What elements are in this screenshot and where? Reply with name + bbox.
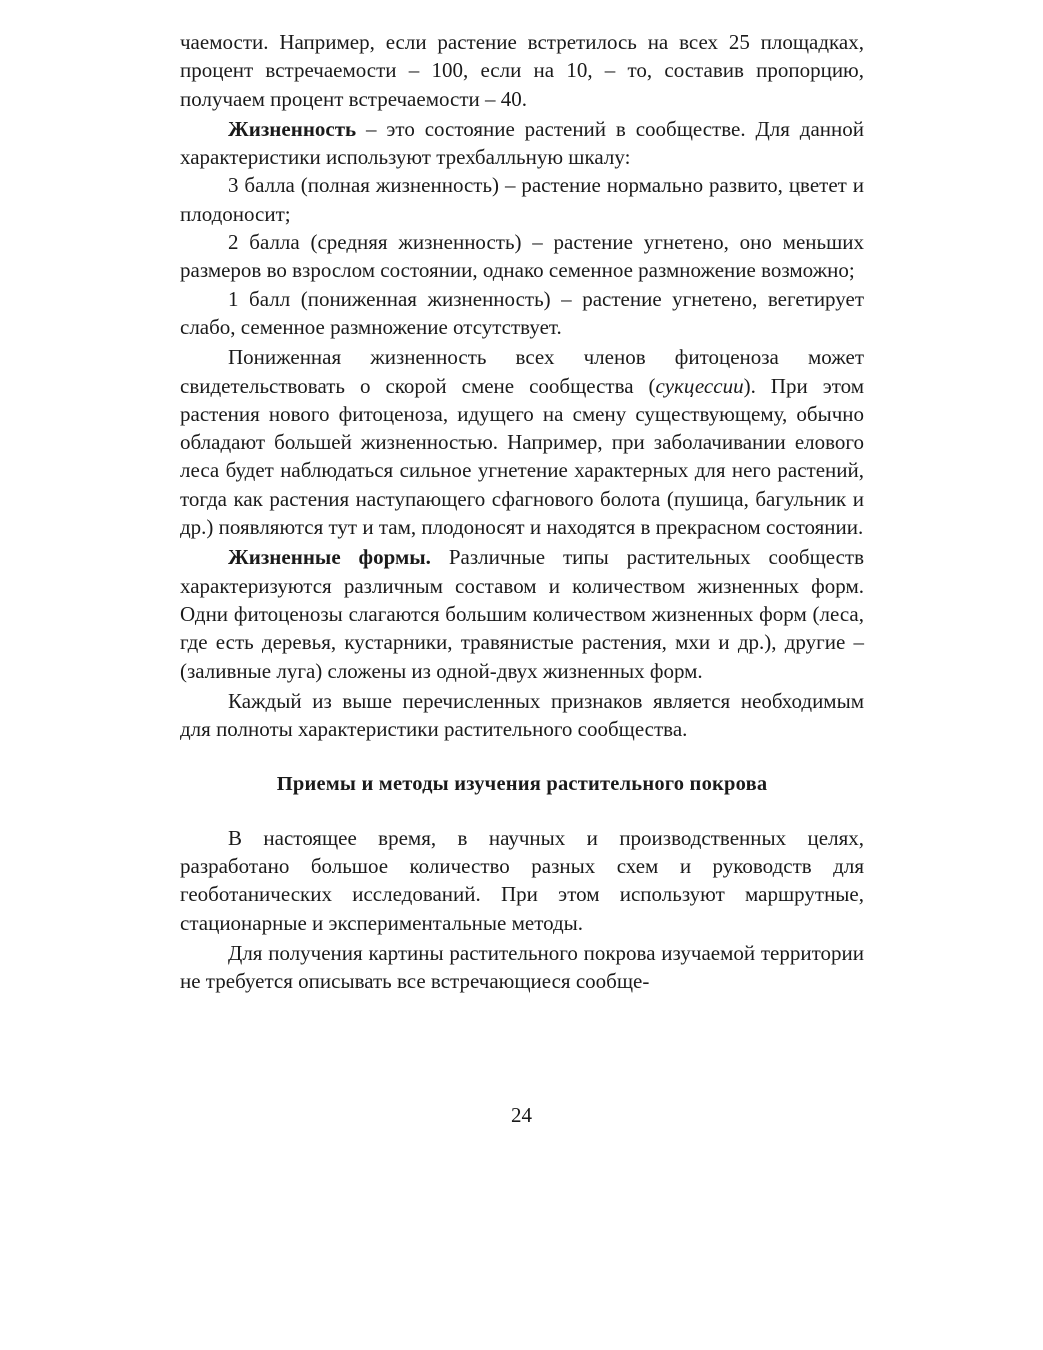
paragraph-methods: В настоящее время, в научных и производственных целях, разработано большое количество разных схем и руководств для геоботанических исследований. При этом используют маршрутные, стационарные и экспериментальные методы. (180, 825, 864, 935)
paragraph-succession (180, 343, 864, 541)
section-heading: Приемы и методы изучения растительного покрова (276, 773, 768, 796)
term-succession: сукцессии (655, 373, 744, 398)
page-number: 24 (511, 1103, 532, 1127)
paragraph-vitality (180, 115, 864, 172)
succession-text-b: ). При этом растения нового фитоценоза, идущего на смену существующему, обычно обладают большей жизненностью. Например, при заболачивании елового леса будет наблюдаться сильное угнетение характерных для него растений, тогда как растения наступающего сфагнового болота (пушица, багульник и др.) появляются тут и там, плодоносят и находятся в прекрасном состоянии. (180, 373, 864, 540)
scale-item-2: 2 балла (средняя жизненность) – растение угнетено, оно меньших размеров во взрослом состоянии, однако семенное размножение возможно; (180, 230, 864, 283)
term-life-forms: Жизненные формы. (228, 545, 431, 570)
page-body (180, 28, 864, 996)
succession-text-a: Пониженная жизненность всех членов фитоценоза может свидетельствовать о скорой смене сообщества ( (180, 345, 864, 398)
scale-item-3: 3 балла (полная жизненность) – растение нормально развито, цветет и плодоносит; (180, 173, 864, 226)
scale-item-1: 1 балл (пониженная жизненность) – растение угнетено, вегетирует слабо, семенное размножение отсутствует. (180, 286, 864, 339)
paragraph-territory: Для получения картины растительного покрова изучаемой территории не требуется описывать все встречающиеся сообще- (180, 940, 864, 994)
paragraph-frequency-continued: чаемости. Например, если растение встретилось на всех 25 площадках, процент встречаемости – 100, если на 10, – то, составив пропорцию, получаем процент встречаемости – 40. (180, 30, 864, 111)
paragraph-summary: Каждый из выше перечисленных признаков является необходимым для полноты характеристики растительного сообщества. (180, 688, 864, 742)
vitality-definition: – это состояние растений в сообществе. Для данной характеристики используют трехбалльную шкалу: (180, 116, 864, 170)
life-forms-text: Различные типы растительных сообществ характеризуются различным составом и количеством жизненных форм. Одни фитоценозы слагаются большим количеством жизненных форм (леса, где есть деревья, кустарники, травянистые растения, мхи и др.), другие – (заливные луга) сложены из одной-двух жизненных форм. (180, 545, 864, 683)
paragraph-life-forms (180, 543, 864, 684)
term-vitality: Жизненность (228, 116, 357, 141)
